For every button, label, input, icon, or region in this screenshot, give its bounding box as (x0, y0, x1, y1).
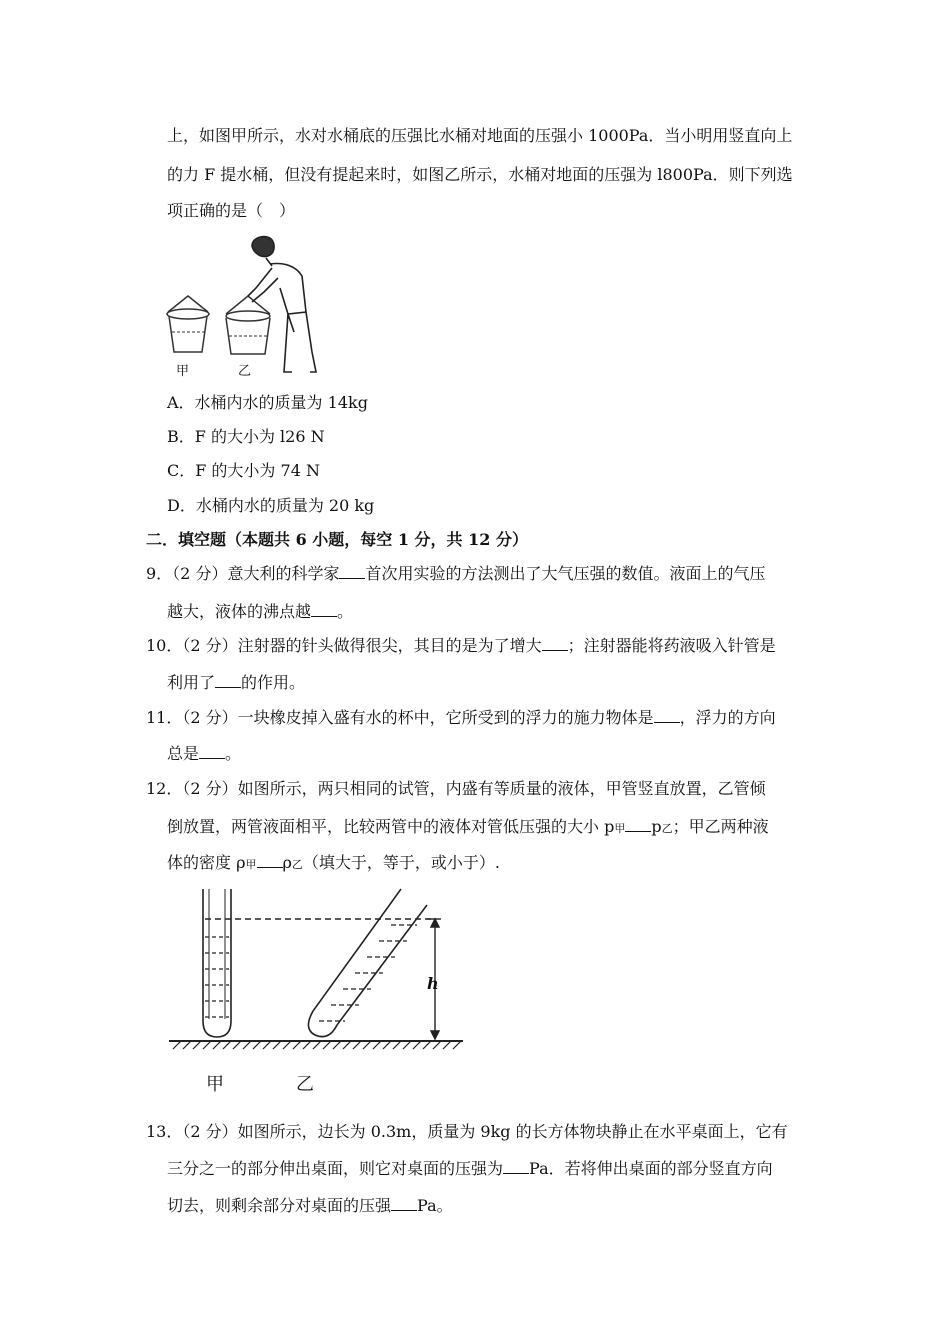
q8-option-d: D．水桶内水的质量为 20 kg (167, 496, 375, 515)
q11-line-2 (167, 744, 241, 764)
q13-text-2a: 三分之一的部分伸出桌面，则它对桌面的压强为 (167, 1159, 504, 1178)
q12-sub-jia-2: 甲 (245, 858, 257, 871)
q12-figure-h-label: h (427, 974, 439, 993)
q13-line-3 (167, 1196, 453, 1216)
q12-sub-yi-2: 乙 (291, 858, 303, 871)
q13-blank-1 (503, 1159, 529, 1174)
q10-line-2 (167, 673, 305, 693)
q10-blank-2 (215, 673, 241, 688)
q11-text-d: 。 (225, 744, 242, 763)
q12-blank-2 (257, 853, 283, 868)
q12-sub-jia: 甲 (614, 822, 626, 835)
q13-text-3b: Pa。 (417, 1196, 453, 1215)
q11-blank-2 (199, 744, 225, 759)
q8-figure-buckets (160, 232, 330, 382)
q9-text-c: 越大，液体的沸点越 (167, 602, 312, 621)
q13-line-1: 13．（2 分）如图所示，边长为 0.3m，质量为 9kg 的长方体物块静止在水平桌面上，它有 (146, 1122, 788, 1141)
q11-text-c: 总是 (167, 744, 200, 763)
tube-yi (308, 889, 427, 1037)
q12-line-1: 12．（2 分）如图所示，两只相同的试管，内盛有等质量的液体，甲管竖直放置，乙管倾 (146, 779, 766, 798)
q12-figure-label-jia: 甲 (206, 1074, 224, 1095)
q10-text-b: ；注射器能将药液吸入针管是 (567, 636, 776, 655)
q9-text-b: 首次用实验的方法测出了大气压强的数值。液面上的气压 (365, 564, 766, 583)
q8-text-line-1: 上，如图甲所示，水对水桶底的压强比水桶对地面的压强小 1000Pa．当小明用竖直向上 (167, 126, 793, 145)
q8-figure-label-yi: 乙 (238, 364, 252, 379)
q8-text-line-2: 的力 F 提水桶，但没有提起来时，如图乙所示，水桶对地面的压强为 l800Pa．则下列选 (167, 165, 793, 184)
q10-blank-1 (542, 636, 568, 651)
q8-option-a: A．水桶内水的质量为 14kg (167, 393, 368, 412)
q11-text-b: ，浮力的方向 (679, 708, 776, 727)
q11-text-a: 11．（2 分）一块橡皮掉入盛有水的杯中，它所受到的浮力的施力物体是 (146, 708, 654, 727)
q12-text-2b: p (651, 817, 662, 836)
q9-text-a: 9．（2 分）意大利的科学家 (146, 564, 340, 583)
q8-figure-label-jia: 甲 (176, 364, 190, 379)
q13-text-2b: Pa．若将伸出桌面的部分竖直方向 (529, 1159, 773, 1178)
q12-text-3c: （填大于，等于，或小于）. (302, 853, 500, 872)
q9-line-2 (167, 602, 353, 622)
q12-figure-test-tubes (165, 885, 465, 1055)
q8-text-line-3: 项正确的是（ ） (167, 201, 296, 220)
q8-option-c: C．F 的大小为 74 N (167, 461, 320, 480)
q13-line-2 (167, 1159, 773, 1179)
q10-line-1 (146, 636, 776, 656)
q10-text-d: 的作用。 (241, 673, 306, 692)
q12-text-3a: 体的密度 ρ (167, 853, 246, 872)
q12-sub-yi: 乙 (661, 822, 673, 835)
q10-text-c: 利用了 (167, 673, 216, 692)
q9-text-d: 。 (337, 602, 354, 621)
tube-jia (203, 889, 231, 1037)
bucket-yi (226, 296, 270, 354)
q12-text-2c: ；甲乙两种液 (672, 817, 769, 836)
q12-text-3b: ρ (282, 853, 292, 872)
q8-option-b: B．F 的大小为 l26 N (167, 427, 325, 446)
q9-line-1 (146, 564, 765, 584)
q12-text-2a: 倒放置，两管液面相平，比较两管中的液体对管低压强的大小 p (167, 817, 615, 836)
bucket-jia (167, 296, 209, 352)
q11-line-1 (146, 708, 776, 728)
q9-blank-1 (339, 564, 365, 579)
q11-blank-1 (654, 708, 680, 723)
q10-text-a: 10．（2 分）注射器的针头做得很尖，其目的是为了增大 (146, 636, 542, 655)
q13-blank-2 (391, 1196, 417, 1211)
q12-line-2 (167, 817, 769, 839)
ground-surface (169, 1041, 463, 1049)
q9-blank-2 (311, 602, 337, 617)
section-2-title: 二．填空题（本题共 6 小题，每空 1 分，共 12 分） (146, 530, 528, 549)
q12-line-3 (167, 853, 500, 875)
q13-text-3a: 切去，则剩余部分对桌面的压强 (167, 1196, 392, 1215)
q12-figure-label-yi: 乙 (296, 1074, 314, 1095)
q12-blank-1 (625, 817, 651, 832)
